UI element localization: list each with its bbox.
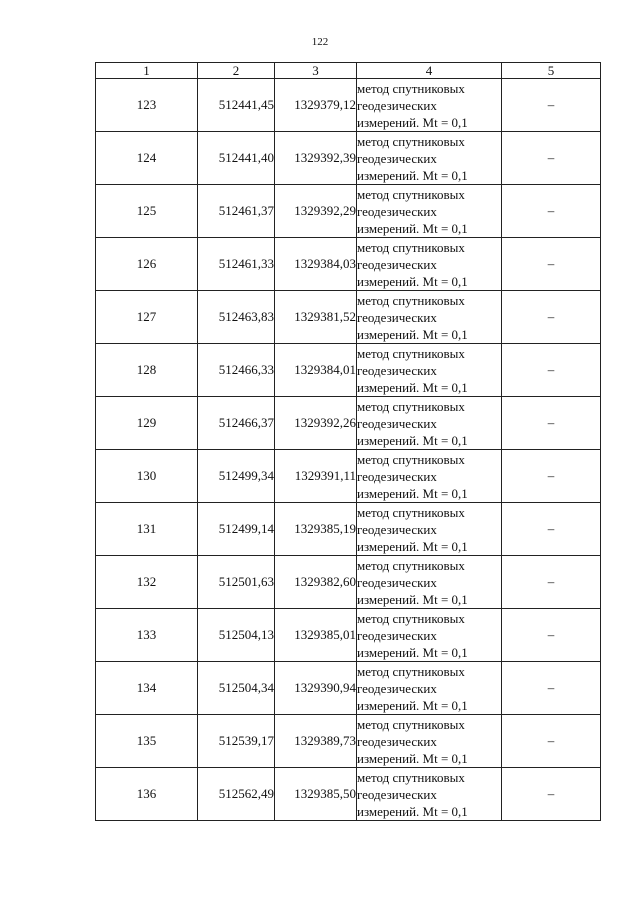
method-line: геодезических	[357, 362, 437, 378]
table-row	[96, 291, 601, 344]
y-coordinate-cell: 1329384,03	[275, 238, 357, 291]
note-cell: –	[502, 662, 601, 715]
x-coordinate-cell: 512499,34	[198, 450, 275, 503]
method-line: геодезических	[357, 627, 437, 643]
method-cell	[357, 291, 502, 344]
column-header: 4	[357, 63, 502, 79]
y-coordinate-cell: 1329384,01	[275, 344, 357, 397]
x-coordinate-cell: 512539,17	[198, 715, 275, 768]
table-row	[96, 662, 601, 715]
method-cell	[357, 397, 502, 450]
method-cell	[357, 556, 502, 609]
method-cell	[357, 344, 502, 397]
column-header: 5	[502, 63, 601, 79]
method-cell	[357, 662, 502, 715]
x-coordinate-cell: 512501,63	[198, 556, 275, 609]
note-cell: –	[502, 344, 601, 397]
point-number-cell: 125	[96, 185, 198, 238]
method-cell	[357, 238, 502, 291]
y-coordinate-cell: 1329392,39	[275, 132, 357, 185]
point-number-cell: 123	[96, 79, 198, 132]
x-coordinate-cell: 512461,37	[198, 185, 275, 238]
method-line: метод спутниковых	[357, 557, 465, 573]
method-cell	[357, 768, 502, 821]
method-line: измерений. Mt = 0,1	[357, 644, 468, 660]
method-line: измерений. Mt = 0,1	[357, 697, 468, 713]
method-line: метод спутниковых	[357, 769, 465, 785]
table-row	[96, 609, 601, 662]
x-coordinate-cell: 512504,34	[198, 662, 275, 715]
x-coordinate-cell: 512441,45	[198, 79, 275, 132]
method-line: измерений. Mt = 0,1	[357, 326, 468, 342]
method-line: геодезических	[357, 521, 437, 537]
table-row	[96, 450, 601, 503]
method-line: метод спутниковых	[357, 610, 465, 626]
method-line: метод спутниковых	[357, 504, 465, 520]
method-line: геодезических	[357, 733, 437, 749]
method-line: геодезических	[357, 786, 437, 802]
table-row	[96, 556, 601, 609]
point-number-cell: 132	[96, 556, 198, 609]
table-row	[96, 503, 601, 556]
method-line: метод спутниковых	[357, 186, 465, 202]
method-line: геодезических	[357, 97, 437, 113]
method-cell	[357, 185, 502, 238]
method-cell	[357, 450, 502, 503]
y-coordinate-cell: 1329385,19	[275, 503, 357, 556]
note-cell: –	[502, 503, 601, 556]
coordinates-table	[95, 62, 601, 821]
table-row	[96, 238, 601, 291]
method-line: измерений. Mt = 0,1	[357, 379, 468, 395]
method-line: измерений. Mt = 0,1	[357, 591, 468, 607]
table-row	[96, 185, 601, 238]
point-number-cell: 130	[96, 450, 198, 503]
table-row	[96, 768, 601, 821]
table-row	[96, 132, 601, 185]
method-line: геодезических	[357, 256, 437, 272]
point-number-cell: 128	[96, 344, 198, 397]
x-coordinate-cell: 512562,49	[198, 768, 275, 821]
y-coordinate-cell: 1329391,11	[275, 450, 357, 503]
method-line: метод спутниковых	[357, 451, 465, 467]
table-row	[96, 397, 601, 450]
method-line: измерений. Mt = 0,1	[357, 538, 468, 554]
y-coordinate-cell: 1329385,50	[275, 768, 357, 821]
y-coordinate-cell: 1329392,29	[275, 185, 357, 238]
note-cell: –	[502, 238, 601, 291]
table-row	[96, 79, 601, 132]
method-line: метод спутниковых	[357, 716, 465, 732]
point-number-cell: 133	[96, 609, 198, 662]
method-line: метод спутниковых	[357, 398, 465, 414]
table-row	[96, 715, 601, 768]
method-line: метод спутниковых	[357, 133, 465, 149]
point-number-cell: 129	[96, 397, 198, 450]
y-coordinate-cell: 1329390,94	[275, 662, 357, 715]
x-coordinate-cell: 512499,14	[198, 503, 275, 556]
point-number-cell: 127	[96, 291, 198, 344]
method-line: метод спутниковых	[357, 345, 465, 361]
method-line: измерений. Mt = 0,1	[357, 167, 468, 183]
method-line: метод спутниковых	[357, 292, 465, 308]
method-line: метод спутниковых	[357, 663, 465, 679]
x-coordinate-cell: 512504,13	[198, 609, 275, 662]
method-cell	[357, 132, 502, 185]
method-cell	[357, 503, 502, 556]
method-cell	[357, 79, 502, 132]
method-line: геодезических	[357, 468, 437, 484]
note-cell: –	[502, 715, 601, 768]
method-line: измерений. Mt = 0,1	[357, 432, 468, 448]
x-coordinate-cell: 512441,40	[198, 132, 275, 185]
note-cell: –	[502, 768, 601, 821]
y-coordinate-cell: 1329381,52	[275, 291, 357, 344]
point-number-cell: 131	[96, 503, 198, 556]
column-header: 3	[275, 63, 357, 79]
point-number-cell: 126	[96, 238, 198, 291]
note-cell: –	[502, 132, 601, 185]
table-body	[96, 79, 601, 821]
note-cell: –	[502, 397, 601, 450]
note-cell: –	[502, 185, 601, 238]
column-header: 1	[96, 63, 198, 79]
point-number-cell: 136	[96, 768, 198, 821]
point-number-cell: 124	[96, 132, 198, 185]
method-line: метод спутниковых	[357, 80, 465, 96]
table-row	[96, 344, 601, 397]
note-cell: –	[502, 291, 601, 344]
method-line: измерений. Mt = 0,1	[357, 114, 468, 130]
method-cell	[357, 715, 502, 768]
method-line: метод спутниковых	[357, 239, 465, 255]
x-coordinate-cell: 512466,33	[198, 344, 275, 397]
page-number: 122	[311, 36, 329, 48]
column-header: 2	[198, 63, 275, 79]
method-line: измерений. Mt = 0,1	[357, 220, 468, 236]
table-header-row	[96, 63, 601, 79]
method-line: геодезических	[357, 203, 437, 219]
y-coordinate-cell: 1329379,12	[275, 79, 357, 132]
note-cell: –	[502, 609, 601, 662]
note-cell: –	[502, 450, 601, 503]
method-line: геодезических	[357, 680, 437, 696]
y-coordinate-cell: 1329382,60	[275, 556, 357, 609]
y-coordinate-cell: 1329392,26	[275, 397, 357, 450]
x-coordinate-cell: 512461,33	[198, 238, 275, 291]
point-number-cell: 135	[96, 715, 198, 768]
method-line: геодезических	[357, 150, 437, 166]
point-number-cell: 134	[96, 662, 198, 715]
x-coordinate-cell: 512463,83	[198, 291, 275, 344]
note-cell: –	[502, 79, 601, 132]
method-line: геодезических	[357, 309, 437, 325]
method-line: геодезических	[357, 415, 437, 431]
y-coordinate-cell: 1329389,73	[275, 715, 357, 768]
method-line: измерений. Mt = 0,1	[357, 803, 468, 819]
method-line: измерений. Mt = 0,1	[357, 485, 468, 501]
method-line: измерений. Mt = 0,1	[357, 750, 468, 766]
method-line: геодезических	[357, 574, 437, 590]
method-line: измерений. Mt = 0,1	[357, 273, 468, 289]
x-coordinate-cell: 512466,37	[198, 397, 275, 450]
y-coordinate-cell: 1329385,01	[275, 609, 357, 662]
note-cell: –	[502, 556, 601, 609]
method-cell	[357, 609, 502, 662]
